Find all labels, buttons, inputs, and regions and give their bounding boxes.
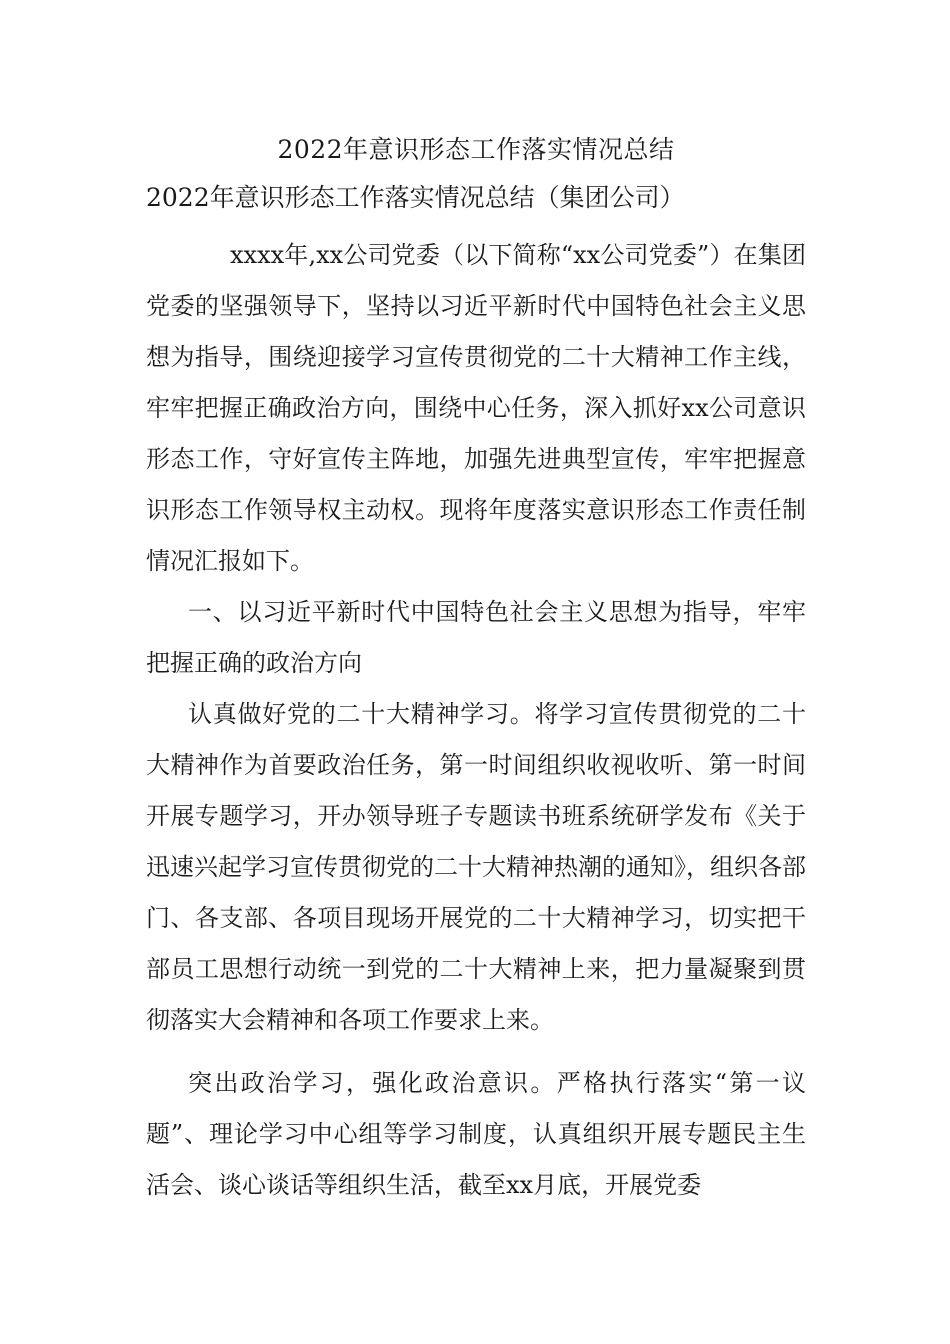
paragraph-intro: xxxx年,xx公司党委（以下简称“xx公司党委”）在集团党委的坚强领导下，坚持以习近平新时代中国特色社会主义思想为指导，围绕迎接学习宣传贯彻党的二十大精神工作主线，牢牢把握正确政治方向，围绕中心任务，深入抓好xx公司意识形态工作，守好宣传主阵地，加强先进典型宣传，牢牢把握意识形态工作领导权主动权。现将年度落实意识形态工作责任制情况汇报如下。 (146, 241, 806, 575)
document-body (146, 130, 806, 1211)
section-heading-1: 一、以习近平新时代中国特色社会主义思想为指导，牢牢把握正确的政治方向 (146, 598, 806, 677)
document-subtitle: 2022年意识形态工作落实情况总结（集团公司） (146, 183, 685, 212)
document-title: 2022年意识形态工作落实情况总结 (277, 135, 675, 164)
paragraph-study: 认真做好党的二十大精神学习。将学习宣传贯彻党的二十大精神作为首要政治任务，第一时间组织收视收听、第一时间开展专题学习，开办领导班子专题读书班系统研学发布《关于迅速兴起学习宣传贯彻党的二十大精神热潮的通知》，组织各部门、各支部、各项目现场开展党的二十大精神学习，切实把干部员工思想行动统一到党的二十大精神上来，把力量凝聚到贯彻落实大会精神和各项工作要求上来。 (146, 700, 806, 1034)
paragraph-political-study: 突出政治学习，强化政治意识。严格执行落实“第一议题”、理论学习中心组等学习制度，认真组织开展专题民主生活会、谈心谈话等组织生活，截至xx月底，开展党委 (146, 1069, 806, 1199)
